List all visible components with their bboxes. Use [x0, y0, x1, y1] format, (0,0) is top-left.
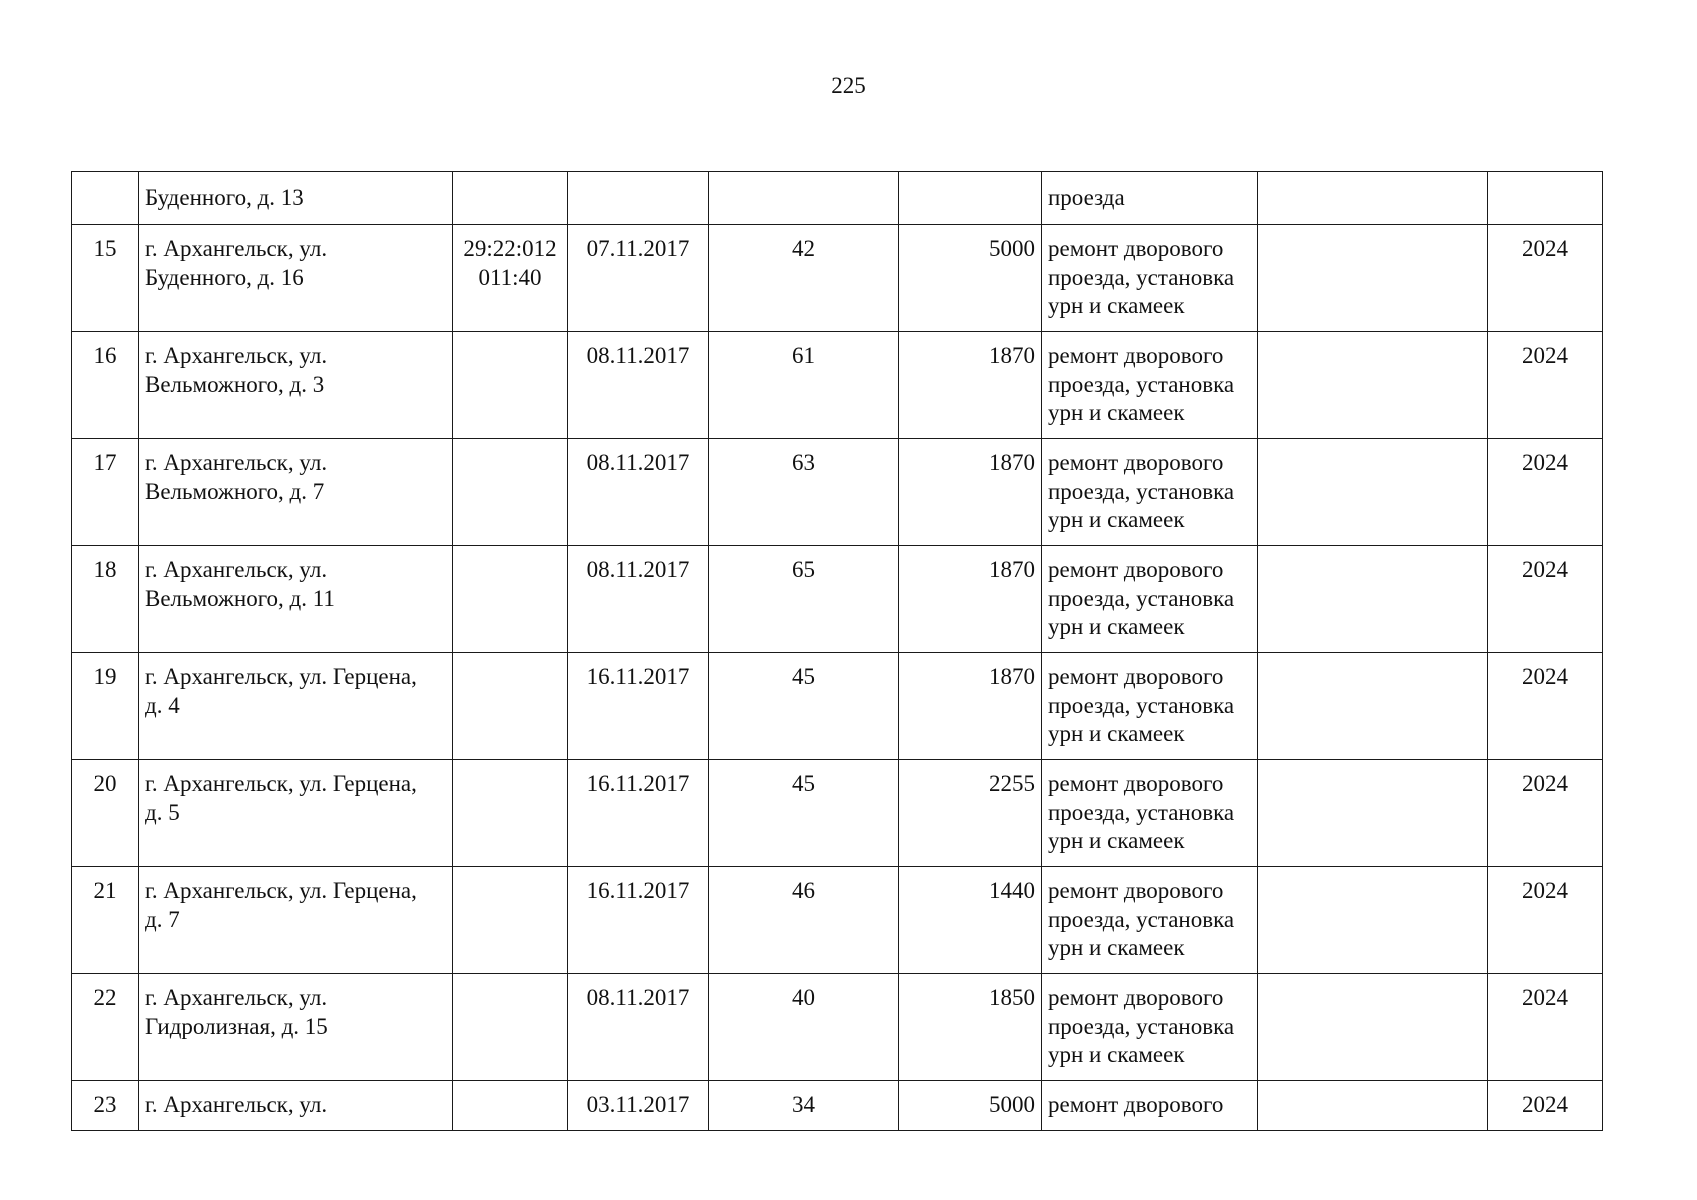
row-number-cell	[72, 867, 139, 974]
area-text: 1440	[989, 878, 1035, 903]
date-cell	[568, 546, 709, 653]
work-type-cell	[1042, 974, 1258, 1081]
cadastral-number-cell	[453, 974, 568, 1081]
work-type-cell	[1042, 1081, 1258, 1131]
year-cell	[1488, 332, 1603, 439]
area-cell	[899, 653, 1042, 760]
work-type-line: ремонт дворового	[1048, 878, 1224, 903]
row-number-text: 21	[93, 878, 117, 903]
work-type-line: урн и скамеек	[1048, 614, 1185, 639]
address-line: г. Архангельск, ул.	[145, 985, 328, 1010]
work-type-line: проезда, установка	[1048, 1013, 1235, 1039]
address-cell	[139, 332, 453, 439]
year-cell	[1488, 546, 1603, 653]
row-number-cell	[72, 1081, 139, 1131]
row-number-cell	[72, 546, 139, 653]
date-text: 08.11.2017	[586, 985, 690, 1010]
work-type-line: проезда, установка	[1048, 371, 1235, 397]
work-type-line: ремонт дворового	[1048, 664, 1224, 689]
row-number-text: 22	[93, 985, 117, 1010]
note-cell	[1258, 546, 1488, 653]
percent-text: 65	[792, 557, 815, 582]
date-cell	[568, 867, 709, 974]
row-number-text: 16	[93, 343, 117, 368]
table-row	[72, 225, 1603, 332]
address-line: г. Архангельск, ул.	[145, 1092, 328, 1117]
year-text: 2024	[1522, 236, 1568, 261]
area-text: 1870	[989, 343, 1035, 368]
work-type-line: ремонт дворового	[1048, 771, 1224, 796]
row-number-text: 19	[93, 664, 117, 689]
year-text: 2024	[1522, 771, 1568, 796]
date-text: 08.11.2017	[586, 557, 690, 582]
date-text: 16.11.2017	[586, 664, 690, 689]
work-type-line: ремонт дворового	[1048, 1092, 1224, 1117]
work-type-cell	[1042, 225, 1258, 332]
work-type-line: проезда, установка	[1048, 799, 1235, 825]
area-cell	[899, 974, 1042, 1081]
note-cell	[1258, 172, 1488, 225]
work-type-line: ремонт дворового	[1048, 985, 1224, 1010]
year-text: 2024	[1522, 878, 1568, 903]
address-cell	[139, 546, 453, 653]
percent-cell	[709, 760, 899, 867]
row-number-cell	[72, 974, 139, 1081]
date-cell	[568, 332, 709, 439]
note-cell	[1258, 867, 1488, 974]
table-row	[72, 867, 1603, 974]
work-type-line: проезда, установка	[1048, 692, 1235, 718]
year-text: 2024	[1522, 1092, 1568, 1117]
area-cell	[899, 1081, 1042, 1131]
area-cell	[899, 225, 1042, 332]
work-type-cell	[1042, 867, 1258, 974]
address-line: Буденного, д. 16	[145, 264, 304, 290]
work-type-line: урн и скамеек	[1048, 935, 1185, 960]
year-text: 2024	[1522, 450, 1568, 475]
address-cell	[139, 653, 453, 760]
work-type-line: ремонт дворового	[1048, 450, 1224, 475]
percent-cell	[709, 225, 899, 332]
work-type-line: ремонт дворового	[1048, 557, 1224, 582]
percent-text: 34	[792, 1092, 815, 1117]
work-type-line: урн и скамеек	[1048, 507, 1185, 532]
work-type-line: проезда, установка	[1048, 585, 1235, 611]
note-cell	[1258, 1081, 1488, 1131]
percent-cell	[709, 867, 899, 974]
address-line: Вельможного, д. 7	[145, 478, 325, 504]
table-row	[72, 974, 1603, 1081]
date-cell	[568, 974, 709, 1081]
work-type-line: урн и скамеек	[1048, 400, 1185, 425]
area-cell	[899, 172, 1042, 225]
area-text: 1870	[989, 450, 1035, 475]
work-type-cell	[1042, 439, 1258, 546]
address-cell	[139, 225, 453, 332]
table-row	[72, 1081, 1603, 1131]
percent-cell	[709, 172, 899, 225]
row-number-cell	[72, 653, 139, 760]
row-number-cell	[72, 439, 139, 546]
note-cell	[1258, 974, 1488, 1081]
yard-improvement-table	[71, 171, 1603, 1131]
address-line: Вельможного, д. 3	[145, 371, 325, 397]
address-line: г. Архангельск, ул.	[145, 343, 328, 368]
work-type-cell	[1042, 332, 1258, 439]
work-type-cell	[1042, 172, 1258, 225]
address-line: г. Архангельск, ул. Герцена,	[145, 664, 417, 689]
year-text: 2024	[1522, 664, 1568, 689]
table-body	[72, 172, 1603, 1131]
area-cell	[899, 332, 1042, 439]
address-line: Вельможного, д. 11	[145, 585, 335, 611]
date-cell	[568, 225, 709, 332]
address-line: г. Архангельск, ул. Герцена,	[145, 878, 417, 903]
work-type-line: урн и скамеек	[1048, 293, 1185, 318]
address-cell	[139, 867, 453, 974]
work-type-line: проезда, установка	[1048, 906, 1235, 932]
percent-cell	[709, 439, 899, 546]
row-number-text: 23	[93, 1092, 117, 1117]
note-cell	[1258, 332, 1488, 439]
address-cell	[139, 439, 453, 546]
row-number-text: 18	[93, 557, 117, 582]
area-cell	[899, 867, 1042, 974]
row-number-cell	[72, 760, 139, 867]
page-number: 225	[831, 73, 866, 98]
year-text: 2024	[1522, 985, 1568, 1010]
area-cell	[899, 546, 1042, 653]
year-text: 2024	[1522, 557, 1568, 582]
cadastral-number-cell	[453, 1081, 568, 1131]
row-number-text: 15	[93, 236, 117, 261]
percent-cell	[709, 332, 899, 439]
address-line: д. 7	[145, 906, 180, 932]
year-cell	[1488, 974, 1603, 1081]
percent-cell	[709, 1081, 899, 1131]
note-cell	[1258, 225, 1488, 332]
work-type-line: проезда	[1048, 185, 1125, 210]
year-text: 2024	[1522, 343, 1568, 368]
percent-text: 63	[792, 450, 815, 475]
note-cell	[1258, 653, 1488, 760]
area-text: 1870	[989, 557, 1035, 582]
cadastral-number-cell	[453, 760, 568, 867]
work-type-line: урн и скамеек	[1048, 1042, 1185, 1067]
cadastral-number-line: 011:40	[478, 264, 542, 290]
date-text: 07.11.2017	[586, 236, 690, 261]
date-cell	[568, 653, 709, 760]
table-row	[72, 760, 1603, 867]
date-text: 03.11.2017	[586, 1092, 690, 1117]
date-text: 08.11.2017	[586, 343, 690, 368]
address-line: д. 5	[145, 799, 180, 825]
work-type-line: проезда, установка	[1048, 264, 1235, 290]
area-text: 1850	[989, 985, 1035, 1010]
table-row	[72, 439, 1603, 546]
address-line: г. Архангельск, ул. Герцена,	[145, 771, 417, 796]
percent-text: 61	[792, 343, 815, 368]
note-cell	[1258, 760, 1488, 867]
date-text: 08.11.2017	[586, 450, 690, 475]
work-type-line: урн и скамеек	[1048, 828, 1185, 853]
cadastral-number-cell	[453, 439, 568, 546]
percent-cell	[709, 974, 899, 1081]
year-cell	[1488, 760, 1603, 867]
percent-cell	[709, 653, 899, 760]
row-number-cell	[72, 172, 139, 225]
percent-text: 40	[792, 985, 815, 1010]
work-type-line: ремонт дворового	[1048, 343, 1224, 368]
area-text: 5000	[989, 1092, 1035, 1117]
area-text: 1870	[989, 664, 1035, 689]
percent-text: 42	[792, 236, 815, 261]
table-row	[72, 332, 1603, 439]
row-number-text: 17	[93, 450, 117, 475]
work-type-line: ремонт дворового	[1048, 236, 1224, 261]
date-cell	[568, 439, 709, 546]
year-cell	[1488, 867, 1603, 974]
area-cell	[899, 760, 1042, 867]
row-number-cell	[72, 225, 139, 332]
percent-cell	[709, 546, 899, 653]
area-text: 2255	[989, 771, 1035, 796]
address-cell	[139, 974, 453, 1081]
work-type-cell	[1042, 546, 1258, 653]
cadastral-number-cell	[453, 332, 568, 439]
area-text: 5000	[989, 236, 1035, 261]
date-text: 16.11.2017	[586, 771, 690, 796]
note-cell	[1258, 439, 1488, 546]
address-cell	[139, 1081, 453, 1131]
address-line: д. 4	[145, 692, 180, 718]
cadastral-number-line: 29:22:012	[463, 236, 557, 261]
work-type-line: урн и скамеек	[1048, 721, 1185, 746]
date-text: 16.11.2017	[586, 878, 690, 903]
cadastral-number-cell	[453, 867, 568, 974]
address-line: г. Архангельск, ул.	[145, 450, 328, 475]
cadastral-number-cell	[453, 546, 568, 653]
percent-text: 45	[792, 771, 815, 796]
table-row	[72, 653, 1603, 760]
year-cell	[1488, 1081, 1603, 1131]
date-cell	[568, 1081, 709, 1131]
row-number-cell	[72, 332, 139, 439]
row-number-text: 20	[93, 771, 117, 796]
work-type-cell	[1042, 653, 1258, 760]
address-line: г. Архангельск, ул.	[145, 236, 328, 261]
work-type-cell	[1042, 760, 1258, 867]
area-cell	[899, 439, 1042, 546]
year-cell	[1488, 653, 1603, 760]
address-line: Гидролизная, д. 15	[145, 1013, 328, 1039]
date-cell	[568, 760, 709, 867]
address-line: Буденного, д. 13	[145, 185, 304, 210]
percent-text: 45	[792, 664, 815, 689]
table-row	[72, 546, 1603, 653]
year-cell	[1488, 439, 1603, 546]
percent-text: 46	[792, 878, 815, 903]
work-type-line: проезда, установка	[1048, 478, 1235, 504]
address-cell	[139, 760, 453, 867]
year-cell	[1488, 225, 1603, 332]
cadastral-number-cell	[453, 172, 568, 225]
table-row	[72, 172, 1603, 225]
cadastral-number-cell	[453, 225, 568, 332]
cadastral-number-cell	[453, 653, 568, 760]
date-cell	[568, 172, 709, 225]
address-cell	[139, 172, 453, 225]
address-line: г. Архангельск, ул.	[145, 557, 328, 582]
year-cell	[1488, 172, 1603, 225]
